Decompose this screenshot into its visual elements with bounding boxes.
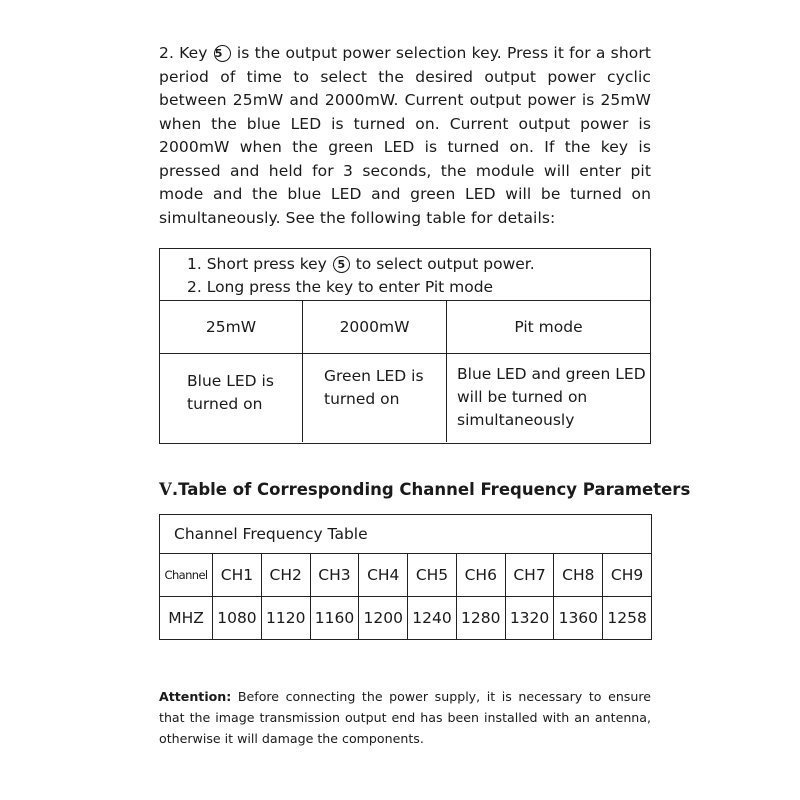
frequency-cell: 1320 xyxy=(505,597,554,640)
frequency-row xyxy=(160,597,652,640)
cell-blue-led: Blue LED is turned on xyxy=(160,354,303,442)
key-5-icon: 5 xyxy=(333,256,350,273)
header-2000mw: 2000mW xyxy=(303,301,447,353)
channel-cell: CH1 xyxy=(213,554,262,597)
channel-row-label: Channel xyxy=(160,554,213,597)
frequency-cell: 1160 xyxy=(310,597,359,640)
frequency-cell: 1360 xyxy=(554,597,603,640)
section-number: V xyxy=(159,480,172,499)
cell-green-led: Green LED is turned on xyxy=(303,354,447,442)
power-mode-table xyxy=(159,248,651,444)
channel-cell: CH7 xyxy=(505,554,554,597)
attention-text: Before connecting the power supply, it is necessary to ensure that the image transmission output end has been installed with an antenna, otherwise it will damage the components. xyxy=(159,689,651,746)
channel-frequency-table xyxy=(159,514,652,640)
channel-cell: CH2 xyxy=(261,554,310,597)
section-heading xyxy=(159,480,691,499)
power-table-notes xyxy=(160,249,650,301)
channel-cell: CH4 xyxy=(359,554,408,597)
intro-paragraph xyxy=(159,42,651,230)
frequency-cell: 1258 xyxy=(603,597,652,640)
power-table-body-row xyxy=(160,354,650,442)
attention-label: Attention: xyxy=(159,689,232,704)
key-5-icon: 5 xyxy=(214,45,231,62)
frequency-row-label: MHZ xyxy=(160,597,213,640)
note-long-press: 2. Long press the key to enter Pit mode xyxy=(187,278,494,296)
channel-cell: CH5 xyxy=(408,554,457,597)
cell-both-leds: Blue LED and green LED will be turned on simultaneously xyxy=(457,365,646,429)
frequency-cell: 1240 xyxy=(408,597,457,640)
section-title: .Table of Corresponding Channel Frequency Parameters xyxy=(171,480,691,499)
note1-text-start: 1. Short press key xyxy=(187,255,332,273)
frequency-cell: 1080 xyxy=(213,597,262,640)
attention-note xyxy=(159,686,651,749)
intro-text-rest: is the output power selection key. Press it for a short period of time to select the desired output power cyclic between 25mW and 2000mW. Current output power is 25mW when the blue LED is turned on. Current output power is 2000mW when the green LED is turned on. If the key is pressed and held for 3 seconds, the module will enter pit mode and the blue LED and green LED will be turned on simultaneously. See the following table for details: xyxy=(159,44,651,227)
power-table-header-row xyxy=(160,301,650,354)
header-pit-mode: Pit mode xyxy=(514,317,583,336)
channel-cell: CH6 xyxy=(456,554,505,597)
channel-row xyxy=(160,554,652,597)
freq-table-title-row xyxy=(160,515,652,554)
channel-cell: CH3 xyxy=(310,554,359,597)
channel-cell: CH8 xyxy=(554,554,603,597)
frequency-cell: 1280 xyxy=(456,597,505,640)
channel-cell: CH9 xyxy=(603,554,652,597)
frequency-cell: 1200 xyxy=(359,597,408,640)
intro-text-start: 2. Key xyxy=(159,44,213,62)
frequency-cell: 1120 xyxy=(261,597,310,640)
note-short-press xyxy=(187,253,650,276)
note1-text-end: to select output power. xyxy=(350,255,535,273)
freq-table-title: Channel Frequency Table xyxy=(160,515,652,554)
header-25mw: 25mW xyxy=(160,301,303,353)
